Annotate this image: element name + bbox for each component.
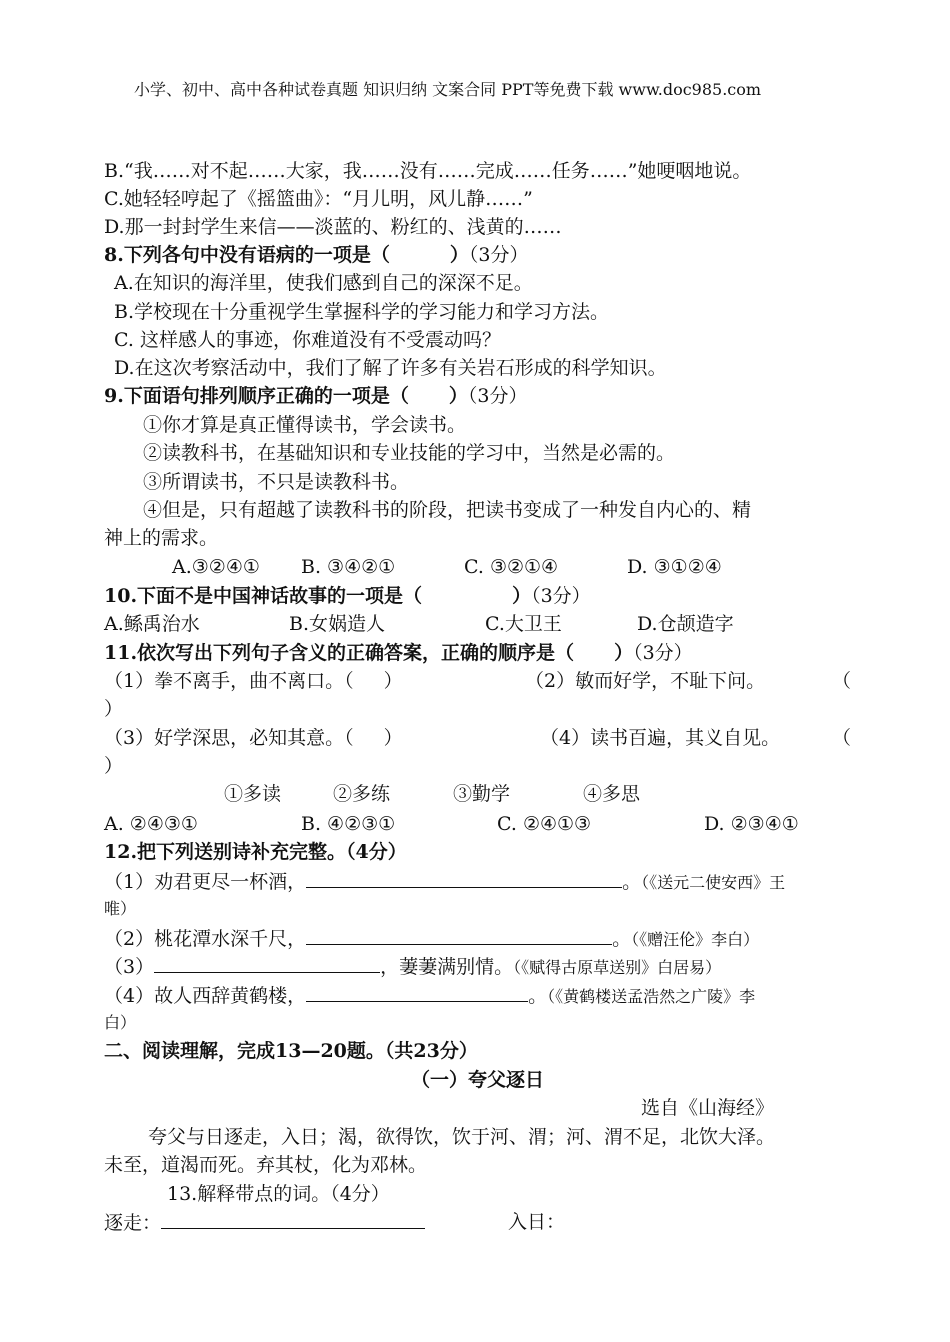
q12-line-1-blank[interactable]	[306, 869, 622, 888]
q8-stem-row	[104, 243, 528, 267]
q9-sentence-4b: 神上的需求。	[104, 527, 219, 549]
passage-line-2: 未至，道渴而死。弃其杖，化为邓林。	[104, 1154, 428, 1176]
q12-line-2	[104, 926, 759, 952]
q12-line-4-source-cont: 白）	[104, 1013, 137, 1032]
q12-line-2-prompt: （2）桃花潭水深千尺，	[104, 928, 307, 950]
q8-option-c: C. 这样感人的事迹，你难道没有不受震动吗？	[114, 329, 501, 351]
section-2-subtitle: （一）夸父逐日	[411, 1069, 545, 1091]
q11-phrase-1-text: （1）拳不离手，曲不离口。（	[104, 670, 354, 692]
q11-stem-row	[104, 641, 693, 665]
q9-sentence-3: ③所谓读书，不只是读教科书。	[143, 471, 410, 493]
q9-close: ）	[448, 385, 468, 407]
q12-line-1-source-cont: 唯）	[104, 899, 137, 918]
q9-option-a: A.③②④①	[172, 556, 260, 578]
page-header: 小学、初中、高中各种试卷真题 知识归纳 文案合同 PPT等免费下载 www.doc985.com	[134, 80, 762, 99]
q9-sentence-4a: ④但是，只有超越了读教科书的阶段，把读书变成了一种发自内心的、精	[143, 499, 752, 521]
q11-score: （3分）	[633, 642, 693, 664]
q11-phrase-4: （4）读书百遍，其义自见。	[540, 727, 781, 749]
q13-stem: 13.解释带点的词。（4分）	[167, 1183, 390, 1205]
q11-key-3: ③勤学	[453, 783, 511, 805]
q13-answer-row	[104, 1210, 425, 1235]
q11-phrase-4-open: （	[832, 727, 852, 749]
q12-line-2-blank[interactable]	[306, 926, 612, 945]
q7-option-d: D.那一封封学生来信——淡蓝的、粉红的、浅黄的……	[104, 216, 562, 238]
q12-line-3-prompt: （3）	[104, 956, 155, 978]
q11-option-c: C. ②④①③	[497, 813, 592, 835]
q10-close: ）	[512, 585, 532, 607]
q11-key-2: ②多练	[333, 783, 391, 805]
q11-stem: 11.依次写出下列句子含义的正确答案，正确的顺序是（	[104, 642, 575, 664]
q12-stem: 12.把下列送别诗补充完整。（4分）	[104, 841, 407, 863]
q12-line-1-prompt: （1）劝君更尽一杯酒，	[104, 871, 307, 893]
q12-line-4-blank[interactable]	[306, 983, 528, 1002]
q8-option-b: B.学校现在十分重视学生掌握科学的学习能力和学习方法。	[114, 301, 610, 323]
q11-phrase-2: （2）敏而好学，不耻下问。	[525, 670, 766, 692]
q12-line-3-blank[interactable]	[154, 954, 380, 973]
q10-option-a: A.鲧禹治水	[104, 613, 200, 635]
q10-option-d: D.仓颉造字	[637, 613, 734, 635]
q7-option-c: C.她轻轻哼起了《摇篮曲》：“月儿明，风儿静……”	[104, 188, 533, 210]
q12-line-4	[104, 983, 755, 1009]
q9-option-d: D. ③①②④	[627, 556, 722, 578]
section-2-source: 选自《山海经》	[641, 1097, 775, 1119]
q11-close: ）	[614, 642, 634, 664]
q12-line-1-end: 。	[622, 871, 642, 893]
q12-line-2-end: 。	[612, 928, 632, 950]
q10-stem-row	[104, 584, 591, 608]
q10-option-c: C.大卫王	[485, 613, 562, 635]
q8-option-a: A.在知识的海洋里，使我们感到自己的深深不足。	[114, 272, 533, 294]
q12-line-2-source: （《赠汪伦》李白）	[631, 930, 760, 949]
q11-phrase-1-close: ）	[383, 670, 403, 692]
section-2-title: 二、阅读理解，完成13—20题。（共23分）	[104, 1040, 478, 1062]
q11-phrase-2-close: ）	[104, 698, 124, 720]
q13-word-1-blank[interactable]	[161, 1210, 425, 1229]
q9-sentence-1: ①你才算是真正懂得读书，学会读书。	[143, 414, 467, 436]
q11-phrase-4-close: ）	[104, 755, 124, 777]
q8-score: （3分）	[468, 244, 529, 266]
q11-phrase-1	[104, 669, 403, 693]
q12-line-3	[104, 954, 721, 980]
q12-line-1	[104, 869, 785, 895]
q10-option-b: B.女娲造人	[289, 613, 386, 635]
q12-line-3-end: ，萋萋满别情。	[380, 956, 514, 978]
q9-stem: 9.下面语句排列顺序正确的一项是（	[104, 385, 409, 407]
q9-option-c: C. ③②①④	[464, 556, 559, 578]
q7-option-b: B.“我……对不起……大家，我……没有……完成……任务……”她哽咽地说。	[104, 160, 752, 182]
q8-option-d: D.在这次考察活动中，我们了解了许多有关岩石形成的科学知识。	[114, 357, 667, 379]
q8-stem: 8.下列各句中没有语病的一项是（	[104, 244, 390, 266]
q9-sentence-2: ②读教科书，在基础知识和专业技能的学习中，当然是必需的。	[143, 442, 676, 464]
q8-close: ）	[449, 244, 469, 266]
q11-option-b: B. ④②③①	[301, 813, 396, 835]
q11-option-a: A. ②④③①	[104, 813, 198, 835]
q13-word-2: 入日：	[508, 1211, 566, 1233]
q11-option-d: D. ②③④①	[704, 813, 799, 835]
q11-phrase-3-text: （3）好学深思，必知其意。（	[104, 727, 354, 749]
q12-line-4-source: （《黄鹤楼送孟浩然之广陵》李	[547, 987, 756, 1006]
q12-line-3-source: （《赋得古原草送别》白居易）	[513, 958, 722, 977]
passage-line-1: 夸父与日逐走，入日；渴，欲得饮，饮于河、渭；河、渭不足，北饮大泽。	[148, 1126, 776, 1148]
q9-score: （3分）	[467, 385, 528, 407]
q11-phrase-3	[104, 726, 403, 750]
q11-key-1: ①多读	[224, 783, 282, 805]
q12-line-4-end: 。	[528, 985, 548, 1007]
q13-word-1: 逐走：	[104, 1212, 162, 1234]
q10-stem: 10.下面不是中国神话故事的一项是（	[104, 585, 423, 607]
q12-line-1-source: （《送元二使安西》王	[641, 873, 786, 892]
q11-phrase-2-open: （	[832, 670, 852, 692]
q11-key-4: ④多思	[583, 783, 641, 805]
q11-phrase-3-close: ）	[383, 727, 403, 749]
q9-option-b: B. ③④②①	[301, 556, 396, 578]
q10-score: （3分）	[531, 585, 591, 607]
q12-line-4-prompt: （4）故人西辞黄鹤楼，	[104, 985, 307, 1007]
q9-stem-row	[104, 384, 527, 408]
